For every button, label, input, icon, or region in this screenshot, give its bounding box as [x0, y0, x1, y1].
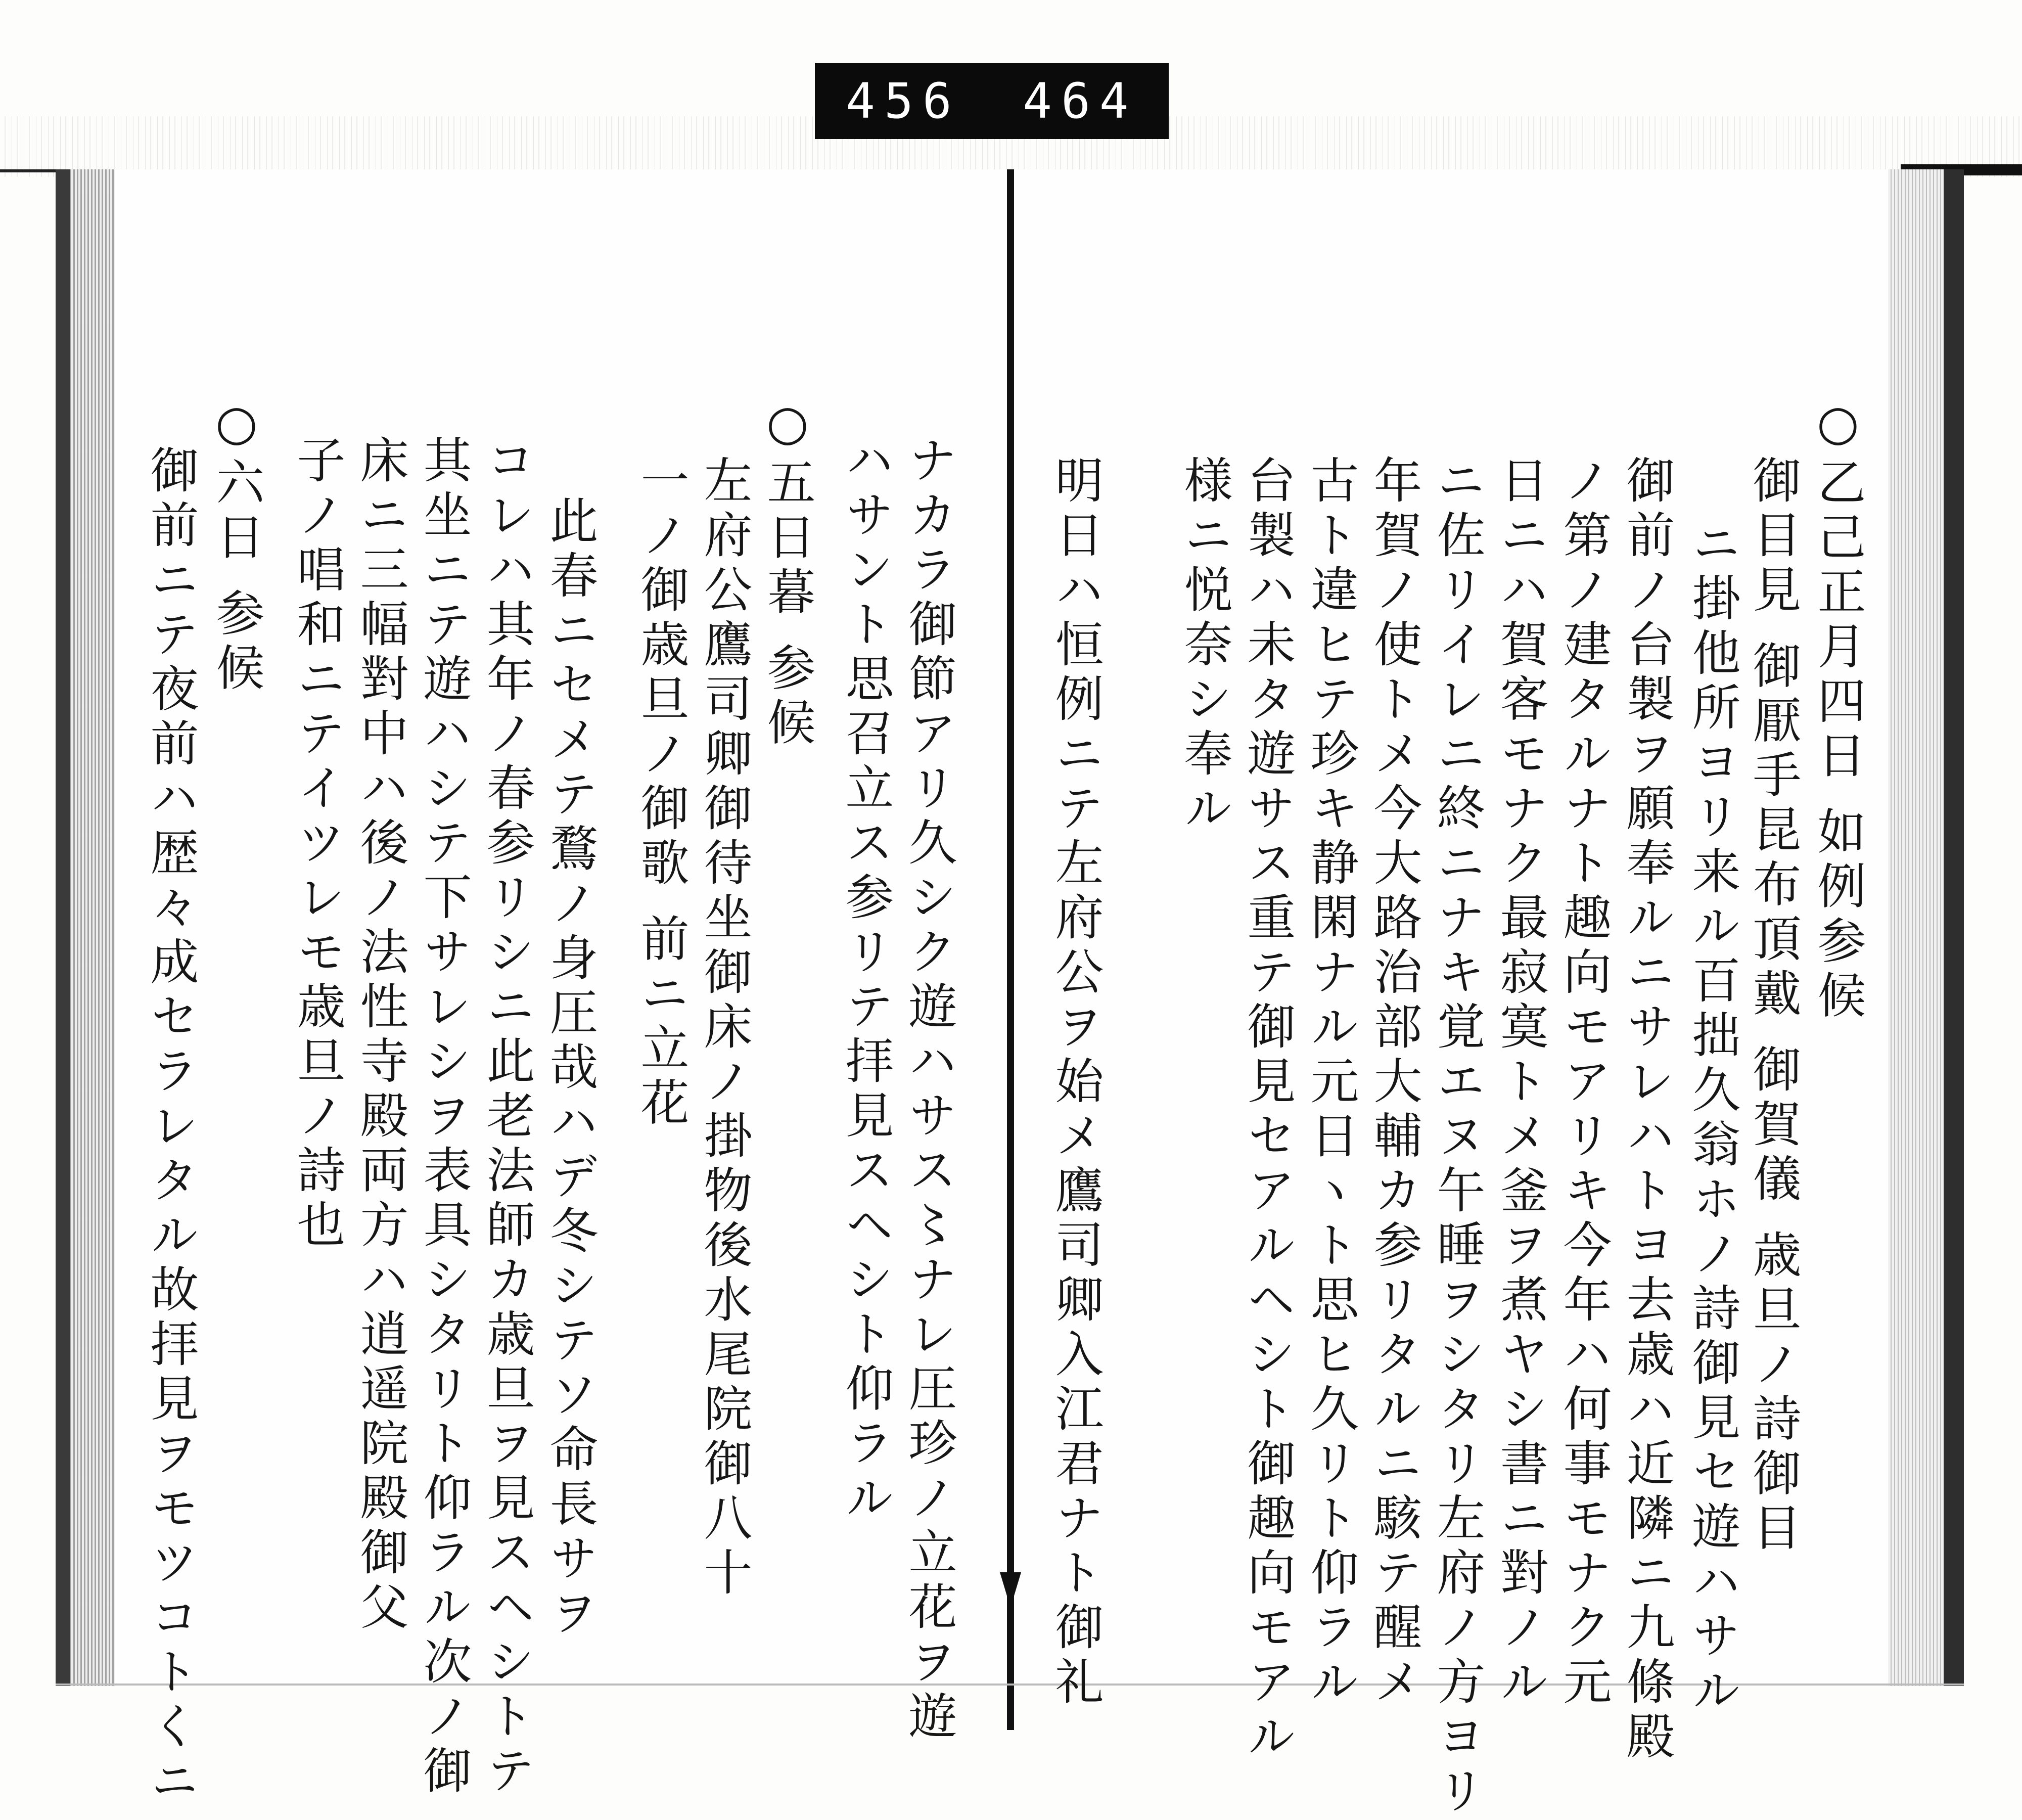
text-column: ナカラ御節アリ久シク遊ハサス〻ナレ圧珍ノ立花ヲ遊 — [901, 435, 957, 1745]
page-bottom-edge — [56, 1684, 1964, 1686]
frame-number-label — [815, 63, 1169, 139]
text-column: 台製ハ未タ遊サス重テ御見セアルヘシト御趣向モアル — [1239, 455, 1296, 1765]
text-column: 其坐ニテ遊ハシテ下サレシヲ表具シタリト仰ラル次ノ御 — [416, 435, 472, 1800]
text-column: 左府公鷹司卿御待坐御床ノ掛物後水尾院御八十 — [696, 455, 753, 1602]
frame-number-left: 456 — [846, 73, 961, 129]
text-column: 日ニハ賀客モナク最寂寞トメ釜ヲ煮ヤシ書ニ對ノル — [1492, 455, 1549, 1711]
text-column: ニ掛他所ヨリ来ル百拙久翁ホノ詩御見セ遊ハサル — [1684, 518, 1741, 1719]
text-column: 御目見 御厭手昆布頂戴 御賀儀 歳旦ノ詩御目 — [1745, 455, 1802, 1557]
text-column: 御前ニテ夜前ハ歴々成セラレタル故拝見ヲモツコトくニ — [143, 445, 199, 1810]
text-column: 此春ニセメテ鶩ノ身圧哉ハデ冬シテソ命長サヲ — [542, 495, 599, 1642]
text-column: ノ第ノ建タルナト趣向モアリキ今年ハ何事モナク元 — [1555, 455, 1612, 1711]
text-column: ハサント思召立ス参リテ拝見スヘシト仰ラル — [838, 435, 894, 1527]
gutter-pointer — [1000, 1572, 1021, 1608]
text-column: 床ニ三幅對中ハ後ノ法性寺殿両方ハ逍遥院殿御父 — [352, 435, 409, 1636]
text-column: 古ト違ヒテ珍キ静閑ナル元日ヽト思ヒ久リト仰ラル — [1303, 455, 1359, 1711]
text-column: ○乙己正月四日 如例参候 — [1810, 394, 1866, 1025]
text-column: 様ニ悦奈シ奉ル — [1176, 455, 1233, 837]
text-column: 年賀ノ使トメ今大路治部大輔カ参リタルニ駭テ醒メ — [1366, 455, 1422, 1711]
book-gutter — [1007, 169, 1014, 1730]
frame-number-right: 464 — [1023, 73, 1138, 129]
text-column: ニ佐リイレニ終ニナキ覚エヌ午睡ヲシタリ左府ノ方ヨリ — [1429, 455, 1486, 1820]
text-column: コレハ其年ノ春参リシニ此老法師カ歳旦ヲ見スヘシトテ — [479, 435, 535, 1800]
text-column: 子ノ唱和ニテイツレモ歳旦ノ詩也 — [289, 435, 346, 1254]
text-column: ○六日 参候 — [208, 394, 265, 697]
text-column: 明日ハ恒例ニテ左府公ヲ始メ鷹司卿入江君ナト御礼 — [1047, 455, 1104, 1711]
text-column: 一ノ御歳旦ノ御歌 前ニ立花 — [633, 455, 690, 1132]
text-column: ○五日暮 参候 — [759, 394, 816, 752]
text-column: 御前ノ台製ヲ願奉ルニサレハトヨ去歳ハ近隣ニ九條殿 — [1619, 455, 1675, 1765]
